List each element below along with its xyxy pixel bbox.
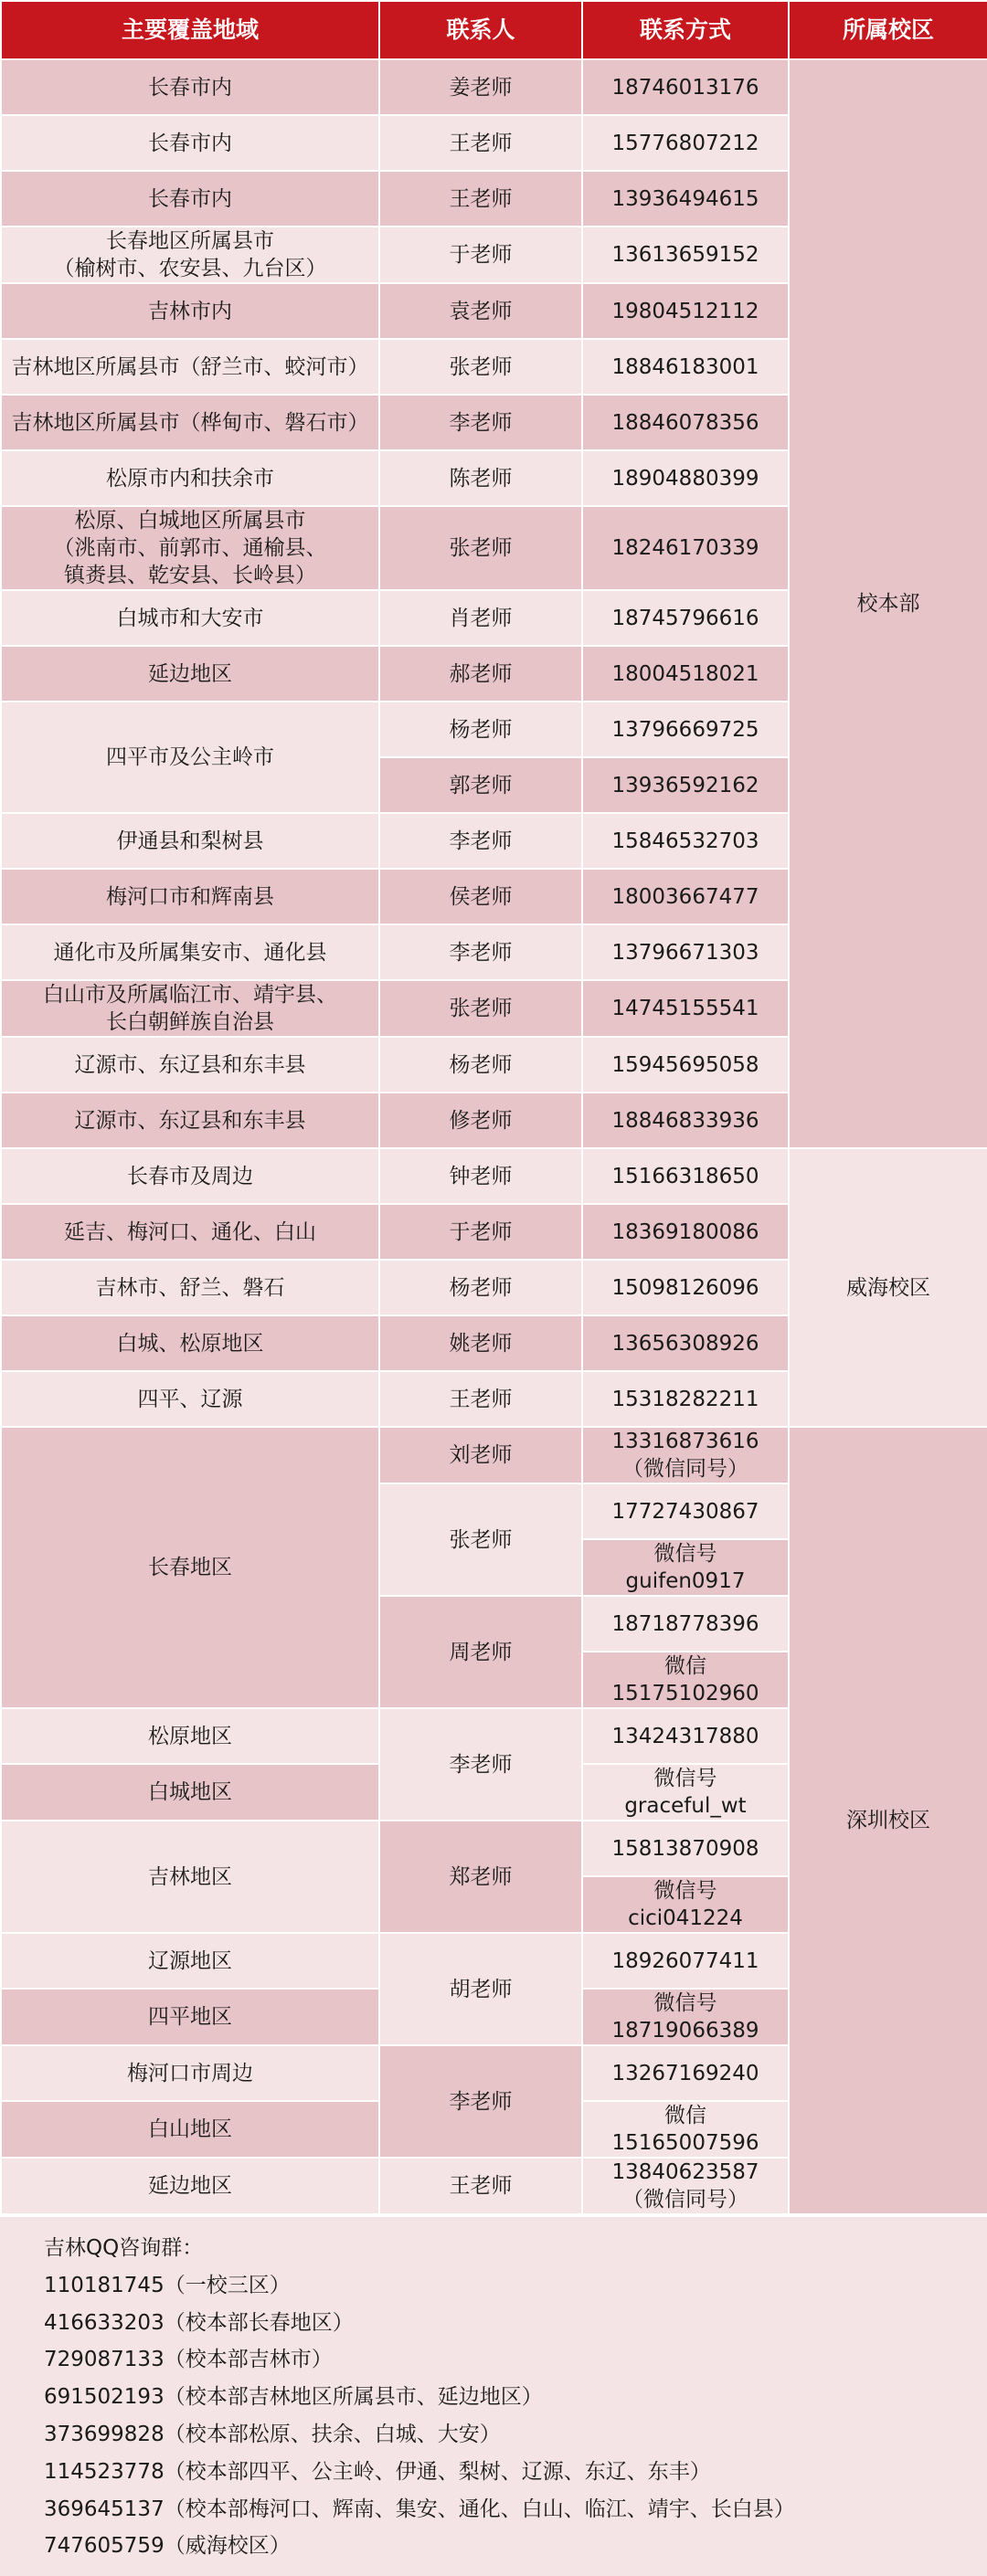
qq-group-item: 373699828（校本部松原、扶余、白城、大安） <box>44 2422 501 2446</box>
wechat-cell: 微信 15175102960 <box>582 1652 789 1708</box>
contact-cell: 周老师 <box>379 1596 582 1708</box>
contact-cell: 张老师 <box>379 506 582 590</box>
phone-cell: 18846078356 <box>582 395 789 450</box>
phone-cell: 15098126096 <box>582 1260 789 1315</box>
region-cell: 延边地区 <box>1 646 379 702</box>
region-cell: 延边地区 <box>1 2158 379 2214</box>
qq-group-item: 747605759（威海校区） <box>44 2534 291 2559</box>
contact-cell: 王老师 <box>379 1371 582 1427</box>
wechat-cell: 微信号 guifen0917 <box>582 1539 789 1596</box>
phone-cell: 13936592162 <box>582 757 789 813</box>
wechat-cell: 微信号 graceful_wt <box>582 1764 789 1821</box>
region-cell: 长春地区 <box>1 1427 379 1708</box>
contact-cell: 侯老师 <box>379 869 582 924</box>
wechat-cell: 微信 15165007596 <box>582 2101 789 2158</box>
region-cell: 梅河口市周边 <box>1 2045 379 2101</box>
phone-cell: 18004518021 <box>582 646 789 702</box>
contact-cell: 李老师 <box>379 1708 582 1821</box>
qq-groups-title: 吉林QQ咨询群： <box>44 2236 204 2260</box>
region-cell: 辽源市、东辽县和东丰县 <box>1 1037 379 1093</box>
phone-cell: 13656308926 <box>582 1315 789 1371</box>
phone-cell: 18745796616 <box>582 590 789 646</box>
region-cell: 松原市内和扶余市 <box>1 450 379 506</box>
campus-cell-main: 校本部 <box>789 59 987 1148</box>
phone-cell: 14745155541 <box>582 980 789 1037</box>
contact-cell: 胡老师 <box>379 1933 582 2045</box>
phone-cell: 18904880399 <box>582 450 789 506</box>
contact-cell: 姚老师 <box>379 1315 582 1371</box>
region-cell: 辽源市、东辽县和东丰县 <box>1 1093 379 1148</box>
contact-cell: 王老师 <box>379 171 582 227</box>
phone-cell: 15318282211 <box>582 1371 789 1427</box>
phone-cell: 18846833936 <box>582 1093 789 1148</box>
qq-group-item: 114523778（校本部四平、公主岭、伊通、梨树、辽源、东辽、东丰） <box>44 2459 711 2484</box>
wechat-cell: 微信号 cici041224 <box>582 1876 789 1933</box>
region-cell: 四平、辽源 <box>1 1371 379 1427</box>
region-cell: 长春市及周边 <box>1 1148 379 1204</box>
contact-cell: 修老师 <box>379 1093 582 1148</box>
phone-cell: 18718778396 <box>582 1596 789 1652</box>
phone-cell: 13613659152 <box>582 227 789 283</box>
header-region: 主要覆盖地域 <box>1 1 379 59</box>
region-cell: 通化市及所属集安市、通化县 <box>1 924 379 980</box>
region-cell: 四平市及公主岭市 <box>1 702 379 813</box>
contact-cell: 杨老师 <box>379 1260 582 1315</box>
region-cell: 松原、白城地区所属县市 （洮南市、前郭市、通榆县、 镇赉县、乾安县、长岭县） <box>1 506 379 590</box>
qq-group-item: 416633203（校本部长春地区） <box>44 2310 354 2335</box>
region-cell: 梅河口市和辉南县 <box>1 869 379 924</box>
header-campus: 所属校区 <box>789 1 987 59</box>
campus-cell-weihai: 威海校区 <box>789 1148 987 1427</box>
phone-cell: 18746013176 <box>582 59 789 115</box>
region-cell: 长春市内 <box>1 59 379 115</box>
region-cell: 长春地区所属县市 （榆树市、农安县、九台区） <box>1 227 379 283</box>
region-cell: 吉林地区 <box>1 1821 379 1933</box>
region-cell: 白城、松原地区 <box>1 1315 379 1371</box>
table-row <box>1 59 987 115</box>
contact-cell: 杨老师 <box>379 1037 582 1093</box>
phone-cell: 18369180086 <box>582 1204 789 1260</box>
contact-cell: 张老师 <box>379 980 582 1037</box>
qq-group-item: 691502193（校本部吉林地区所属县市、延边地区） <box>44 2385 543 2410</box>
phone-cell: 18926077411 <box>582 1933 789 1989</box>
contact-cell: 肖老师 <box>379 590 582 646</box>
region-cell: 长春市内 <box>1 115 379 171</box>
region-cell: 吉林市内 <box>1 283 379 339</box>
table-header-row <box>1 1 987 59</box>
region-cell: 白山地区 <box>1 2101 379 2158</box>
phone-cell: 18846183001 <box>582 339 789 395</box>
phone-cell: 13796669725 <box>582 702 789 757</box>
contact-cell: 王老师 <box>379 2158 582 2214</box>
phone-cell: 13424317880 <box>582 1708 789 1764</box>
region-cell: 吉林地区所属县市（舒兰市、蛟河市） <box>1 339 379 395</box>
contact-cell: 杨老师 <box>379 702 582 757</box>
wechat-cell: 微信号 18719066389 <box>582 1989 789 2045</box>
region-cell: 白城地区 <box>1 1764 379 1821</box>
phone-cell: 18246170339 <box>582 506 789 590</box>
phone-cell: 15776807212 <box>582 115 789 171</box>
region-cell: 四平地区 <box>1 1989 379 2045</box>
phone-cell: 13840623587 （微信同号） <box>582 2158 789 2214</box>
qq-group-item: 110181745（一校三区） <box>44 2273 291 2297</box>
phone-cell: 15846532703 <box>582 813 789 869</box>
phone-cell: 13796671303 <box>582 924 789 980</box>
region-cell: 白城市和大安市 <box>1 590 379 646</box>
region-cell: 吉林地区所属县市（桦甸市、磐石市） <box>1 395 379 450</box>
contact-cell: 郑老师 <box>379 1821 582 1933</box>
region-cell: 吉林市、舒兰、磐石 <box>1 1260 379 1315</box>
phone-cell: 13936494615 <box>582 171 789 227</box>
contact-cell: 李老师 <box>379 395 582 450</box>
contact-cell: 陈老师 <box>379 450 582 506</box>
table-row <box>1 1427 987 1483</box>
contact-cell: 钟老师 <box>379 1148 582 1204</box>
region-cell: 伊通县和梨树县 <box>1 813 379 869</box>
contact-cell: 刘老师 <box>379 1427 582 1483</box>
phone-cell: 19804512112 <box>582 283 789 339</box>
phone-cell: 17727430867 <box>582 1483 789 1539</box>
contact-cell: 于老师 <box>379 1204 582 1260</box>
contact-cell: 张老师 <box>379 1483 582 1596</box>
contact-cell: 袁老师 <box>379 283 582 339</box>
header-contact: 联系人 <box>379 1 582 59</box>
qq-group-item: 369645137（校本部梅河口、辉南、集安、通化、白山、临江、靖宇、长白县） <box>44 2497 795 2521</box>
contact-cell: 李老师 <box>379 813 582 869</box>
phone-cell: 15945695058 <box>582 1037 789 1093</box>
region-cell: 辽源地区 <box>1 1933 379 1989</box>
table-row <box>1 1148 987 1204</box>
region-cell: 长春市内 <box>1 171 379 227</box>
campus-cell-shenzhen: 深圳校区 <box>789 1427 987 2214</box>
phone-cell: 13267169240 <box>582 2045 789 2101</box>
contact-cell: 于老师 <box>379 227 582 283</box>
header-phone: 联系方式 <box>582 1 789 59</box>
contact-cell: 姜老师 <box>379 59 582 115</box>
phone-cell: 18003667477 <box>582 869 789 924</box>
region-cell: 延吉、梅河口、通化、白山 <box>1 1204 379 1260</box>
qq-group-item: 729087133（校本部吉林市） <box>44 2348 333 2372</box>
contact-cell: 郝老师 <box>379 646 582 702</box>
contact-cell: 李老师 <box>379 924 582 980</box>
contact-cell: 张老师 <box>379 339 582 395</box>
phone-cell: 15166318650 <box>582 1148 789 1204</box>
contact-cell: 李老师 <box>379 2045 582 2158</box>
region-cell: 松原地区 <box>1 1708 379 1764</box>
contact-cell: 郭老师 <box>379 757 582 813</box>
phone-cell: 13316873616 （微信同号） <box>582 1427 789 1483</box>
region-cell: 白山市及所属临江市、靖宇县、 长白朝鲜族自治县 <box>1 980 379 1037</box>
contact-cell: 王老师 <box>379 115 582 171</box>
qq-groups-section <box>0 2215 987 2576</box>
phone-cell: 15813870908 <box>582 1821 789 1876</box>
